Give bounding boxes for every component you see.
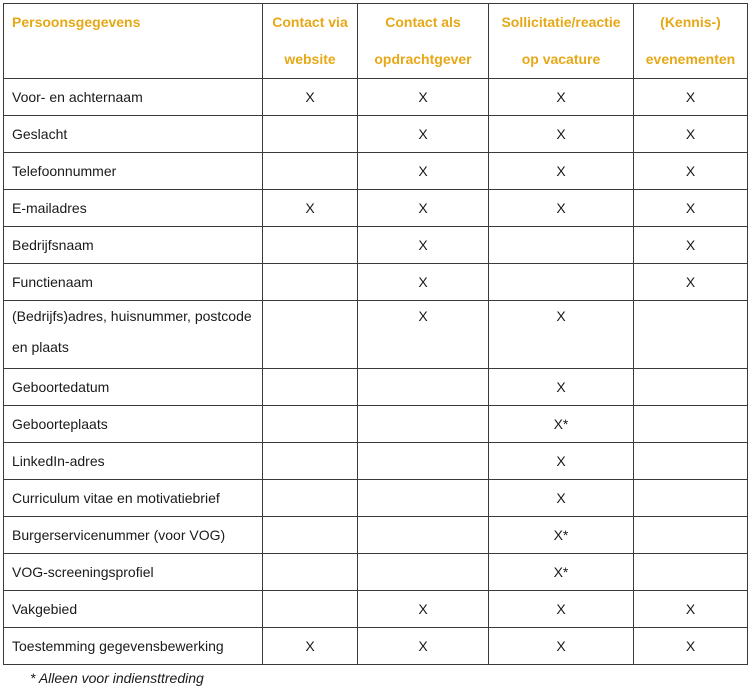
cell-mark	[634, 480, 748, 517]
row-label: Bedrijfsnaam	[4, 227, 263, 264]
cell-mark: X	[358, 116, 489, 153]
cell-mark	[263, 517, 358, 554]
cell-mark	[634, 369, 748, 406]
cell-mark: X	[634, 153, 748, 190]
cell-mark	[634, 301, 748, 369]
cell-mark: X	[358, 79, 489, 116]
cell-mark	[489, 264, 634, 301]
cell-mark	[358, 517, 489, 554]
cell-mark: X	[489, 79, 634, 116]
cell-mark: X	[263, 628, 358, 665]
cell-mark: X	[489, 443, 634, 480]
cell-mark: X	[489, 116, 634, 153]
table-row	[4, 480, 748, 517]
cell-mark: X	[358, 591, 489, 628]
cell-mark: X	[489, 591, 634, 628]
cell-mark	[263, 227, 358, 264]
cell-mark	[263, 554, 358, 591]
cell-mark	[263, 301, 358, 369]
table-row	[4, 190, 748, 227]
cell-mark	[634, 554, 748, 591]
cell-mark	[263, 116, 358, 153]
table-row	[4, 369, 748, 406]
row-label: VOG-screeningsprofiel	[4, 554, 263, 591]
cell-mark: X	[358, 301, 489, 369]
cell-mark: X	[358, 628, 489, 665]
row-label: Geboortedatum	[4, 369, 263, 406]
header-contact-client: Contact als opdrachtgever	[358, 4, 489, 79]
cell-mark	[263, 443, 358, 480]
cell-mark: X	[634, 227, 748, 264]
cell-mark	[634, 443, 748, 480]
cell-mark: X	[263, 190, 358, 227]
cell-mark: X*	[489, 406, 634, 443]
row-label: Voor- en achternaam	[4, 79, 263, 116]
table-row	[4, 406, 748, 443]
cell-mark	[358, 554, 489, 591]
table-row	[4, 517, 748, 554]
cell-mark: X*	[489, 517, 634, 554]
cell-mark: X	[489, 153, 634, 190]
row-label: Toestemming gegevensbewerking	[4, 628, 263, 665]
personal-data-table	[3, 3, 748, 665]
cell-mark: X	[634, 591, 748, 628]
table-row	[4, 628, 748, 665]
table-row	[4, 554, 748, 591]
cell-mark: X	[634, 628, 748, 665]
row-label: (Bedrijfs)adres, huisnummer, postcode en plaats	[4, 301, 263, 369]
cell-mark	[263, 480, 358, 517]
table-row	[4, 79, 748, 116]
cell-mark: X	[489, 369, 634, 406]
table-row	[4, 227, 748, 264]
cell-mark: X	[489, 480, 634, 517]
cell-mark: X	[263, 79, 358, 116]
table-row	[4, 264, 748, 301]
cell-mark	[358, 443, 489, 480]
row-label: Telefoonnummer	[4, 153, 263, 190]
cell-mark	[358, 369, 489, 406]
cell-mark	[263, 264, 358, 301]
cell-mark: X	[634, 190, 748, 227]
cell-mark	[263, 591, 358, 628]
cell-mark: X	[358, 153, 489, 190]
table-row	[4, 301, 748, 369]
header-events: (Kennis-) evenementen	[634, 4, 748, 79]
header-contact-website: Contact via website	[263, 4, 358, 79]
cell-mark	[489, 227, 634, 264]
cell-mark: X	[489, 190, 634, 227]
table-row	[4, 116, 748, 153]
table-row	[4, 153, 748, 190]
cell-mark	[634, 517, 748, 554]
cell-mark: X	[489, 628, 634, 665]
header-application: Sollicitatie/reactie op vacature	[489, 4, 634, 79]
header-personal-data: Persoonsgegevens	[4, 4, 263, 79]
cell-mark: X	[634, 116, 748, 153]
cell-mark: X	[634, 79, 748, 116]
cell-mark	[358, 406, 489, 443]
cell-mark: X	[489, 301, 634, 369]
cell-mark	[358, 480, 489, 517]
row-label: E-mailadres	[4, 190, 263, 227]
cell-mark	[634, 406, 748, 443]
row-label: Burgerservicenummer (voor VOG)	[4, 517, 263, 554]
cell-mark: X*	[489, 554, 634, 591]
cell-mark: X	[358, 264, 489, 301]
row-label: Curriculum vitae en motivatiebrief	[4, 480, 263, 517]
row-label: Geslacht	[4, 116, 263, 153]
row-label: Vakgebied	[4, 591, 263, 628]
cell-mark: X	[358, 227, 489, 264]
cell-mark: X	[634, 264, 748, 301]
table-row	[4, 443, 748, 480]
cell-mark	[263, 406, 358, 443]
row-label: LinkedIn-adres	[4, 443, 263, 480]
table-header-row	[4, 4, 748, 79]
cell-mark	[263, 153, 358, 190]
cell-mark	[263, 369, 358, 406]
row-label: Geboorteplaats	[4, 406, 263, 443]
cell-mark: X	[358, 190, 489, 227]
row-label: Functienaam	[4, 264, 263, 301]
footnote: * Alleen voor indiensttreding	[30, 670, 204, 686]
table-row	[4, 591, 748, 628]
